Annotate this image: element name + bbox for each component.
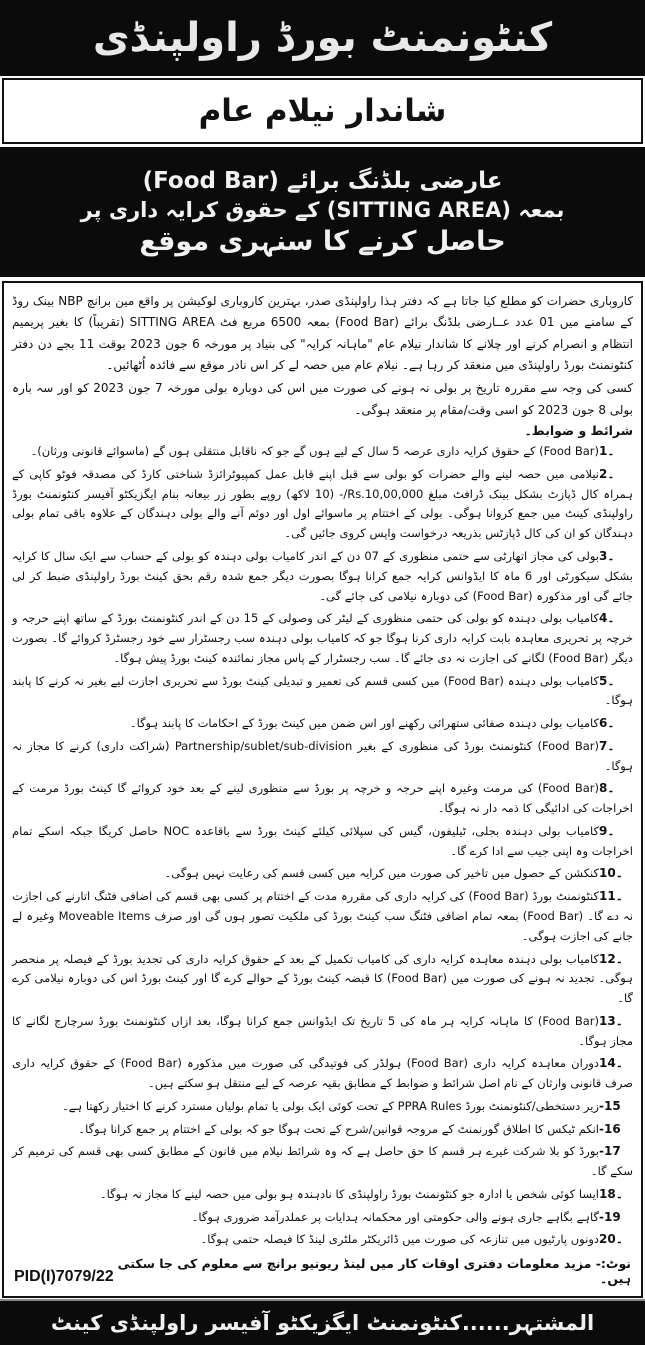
term-number: ۔4 <box>599 611 615 626</box>
term-item <box>12 464 633 544</box>
terms-heading: شرائط و ضوابط۔ <box>524 423 633 439</box>
highlight-box <box>0 147 645 277</box>
term-text: کامیاب بولی دہندہ کو بولی کی حتمی منظوری کے لیٹر کی وصولی کے 15 دن کے اندر کنٹونمنٹ بورڈ کے ساتھ اپنے حرجہ و خرچہ پر تحریری معاہدہ بابت کرایہ داری کرنا ہوگا جو کہ کامیاب بولی دہندہ سب رجسٹرار سے خود رجسٹرڈ کروائے گا۔ بصورت دیگر (Food Bar) لگانے کی اجازت نہ دی جائے گا۔ سب رجسٹرار کے پاس مجاز نمائندہ کینٹ بورڈ پیش ہوگا۔ <box>12 611 633 665</box>
term-number: -16 <box>599 1121 621 1136</box>
term-item <box>12 886 633 946</box>
term-text: ایسا کوئی شخص یا ادارہ جو کنٹونمنٹ بورڈ راولپنڈی کا نادہندہ ہو بولی میں حصہ لینے کا مجاز نہ ہوگا۔ <box>99 1186 599 1201</box>
term-text: گاہے بگاہے جاری ہونے والی حکومتی اور محکمانہ ہدایات پر عملدرآمد ضروری ہوگا۔ <box>191 1209 599 1224</box>
term-item <box>12 863 633 884</box>
terms-list <box>12 441 633 1252</box>
organization-title: کنٹونمنٹ بورڈ راولپنڈی <box>92 15 553 61</box>
term-item <box>12 441 633 462</box>
term-number: ۔13 <box>599 1013 623 1028</box>
term-text: بورڈ کو بلا شرکت غیرے ہر قسم کا حق حاصل ہے کہ وہ شرائط نیلام میں قانون کے مطابق کسی بھی قسم کی ترمیم کر سکے گا۔ <box>12 1144 633 1179</box>
term-text: کنٹونمنٹ بورڈ (Food Bar) کی کرایہ داری کی مقررہ مدت کے اختتام پر کسی بھی قسم کی اضافی فٹنگ اتارنے کی اجازت نہ دے گا۔ (Food Bar) بمعہ تمام اضافی فٹنگ سب کینٹ بورڈ کی ملکیت تصور ہوں گی اور صرف Moveable Items وغیرہ لے جانے کی اجازت ہوگی۔ <box>12 889 633 943</box>
term-number: -19 <box>599 1209 621 1224</box>
term-number: ۔10 <box>599 866 623 881</box>
term-item <box>12 546 633 606</box>
term-number: ۔18 <box>599 1186 623 1201</box>
term-number: ۔7 <box>598 738 615 753</box>
term-number: ۔5 <box>599 673 615 688</box>
term-text: (Food Bar) کے حقوق کرایہ داری عرصہ 5 سال کے لیے ہوں گے جو کہ ناقابل منتقلی ہوں گے (ماسوائے قانونی ورثان)۔ <box>30 444 599 459</box>
term-item <box>12 1096 633 1117</box>
pid-number: PID(I)7079/22 <box>14 1268 114 1286</box>
ad-body <box>2 281 643 1298</box>
term-number: ۔3 <box>599 548 615 563</box>
term-text: کامیاب بولی دہندہ (Food Bar) میں کسی قسم کی تعمیر و تبدیلی کینٹ بورڈ سے تحریری اجازت لیے بغیر نہ کرنے کا پابند ہوگا۔ <box>12 673 633 708</box>
auction-subtitle-box <box>2 78 643 144</box>
reschedule-paragraph: کسی کی وجہ سے مقررہ تاریخ پر بولی نہ ہونے کی صورت میں اس کی دوبارہ بولی مورخہ 7 جون 2023 کو اور سہ بارہ بولی 8 جون 2023 کو اسی وقت/مقام پر منعقد ہوگی۔ <box>12 381 633 417</box>
term-text: کامیاب بولی دہندہ معاہدہ کرایہ داری کی کامیاب تکمیل کے بعد کے حقوق کرایہ داری کی تجدید بورڈ کے فیصلہ پر منحصر ہوگی۔ تجدید نہ ہونے کی صورت میں (Food Bar) کا قبضہ کینٹ بورڈ کے حوالے کرے گا اور کینٹ بورڈ اس کی دوبارہ نیلامی کرے گا۔ <box>12 951 633 1006</box>
term-text: کنکشن کے حصول میں تاخیر کی صورت میں کرایہ میں کسی قسم کی رعایت نہیں ہوگی۔ <box>164 866 599 881</box>
term-item <box>12 1053 633 1094</box>
highlight-line-opportunity: حاصل کرنے کا سنہری موقع <box>139 225 506 257</box>
term-item <box>12 821 633 862</box>
term-number: ۔20 <box>599 1232 623 1247</box>
term-item <box>12 1184 633 1205</box>
term-text: کامیاب بولی دہندہ صفائی ستھرائی رکھنے اور اس ضمن میں کینٹ بورڈ کے احکامات کا پابند ہوگا۔ <box>129 716 599 731</box>
term-item <box>12 949 633 1009</box>
term-number: ۔9 <box>599 823 615 838</box>
highlight-line-building: عارضی بلڈنگ برائے (Food Bar) <box>142 167 503 194</box>
term-text: (Food Bar) کنٹونمنٹ بورڈ کی منظوری کے بغیر Partnership/sublet/sub-division (شراکت داری) کرنے کا مجاز نہ ہوگا۔ <box>12 738 633 773</box>
term-number: ۔8 <box>599 781 615 796</box>
term-item <box>12 1207 633 1228</box>
term-item <box>12 1119 633 1140</box>
note-row <box>12 1252 633 1292</box>
term-number: -17 <box>599 1144 621 1159</box>
term-number: ۔2 <box>599 466 615 481</box>
term-item <box>12 713 633 734</box>
term-item <box>12 671 633 712</box>
header-banner <box>0 0 645 76</box>
term-item <box>12 736 633 777</box>
advertiser-line: المشتہر......کنٹونمنٹ ایگزیکٹو آفیسر راولپنڈی کینٹ <box>50 1311 595 1336</box>
term-text: دوران معاہدہ کرایہ داری (Food Bar) ہولڈر کی فوتیدگی کی صورت میں مذکورہ (Food Bar) کے حقوق کرایہ داری صرف قانونی وارثان کے نام اصل شرائط و ضوابط کے مطابق بقیہ عرصہ کے لیے منتقل ہو سکتے ہیں۔ <box>12 1056 633 1091</box>
term-item <box>12 608 633 668</box>
term-number: -15 <box>599 1098 621 1113</box>
intro-paragraph: کاروباری حضرات کو مطلع کیا جاتا ہے کہ دفتر ہذا راولپنڈی صدر، بہترین کاروباری لوکیشن پر واقع مین برانچ NBP بینک روڈ کے سامنے میں 01 عدد عــارضی بلڈنگ برائے (Food Bar) بمعہ 6500 مربع فٹ SITTING AREA (تقریباً) کا بغیر پریمیم انتظام و انصرام کرنے اور چلانے کا شاندار نیلام عام "ماہانہ کرایہ" کی بنیاد پر مورخہ 6 جون 2023 بوقت 11 بجے دن دفتر کنٹونمنٹ بورڈ راولپنڈی میں منعقد کر رہا ہے۔ نیلام عام میں حصہ لے کر اس نادر موقع سے فائدہ اُٹھائیں۔ <box>12 294 634 373</box>
footer-bar <box>0 1301 645 1345</box>
term-text: زیر دستخطی/کنٹونمنٹ بورڈ PPRA Rules کے تحت کوئی ایک بولی یا تمام بولیاں مسترد کرنے کا اختیار رکھتا ہے۔ <box>62 1098 599 1113</box>
term-number: ۔1 <box>599 444 615 459</box>
term-item <box>12 1229 633 1250</box>
term-text: نیلامی میں حصہ لینے والے حضرات کو بولی سے قبل اپنے قابل عمل کمپیوٹرائزڈ شناختی کارڈ کی مصدقہ فوٹو کاپی کے ہمراہ کال ڈپازٹ بشکل بینک ڈرافٹ مبلغ Rs.10,00,000/- (10 لاکھ) روپے بطور زر بیعانہ بنام ایگزیکٹو آفیسر کنٹونمنٹ بورڈ راولپنڈی کینٹ میں جمع کروانا ہوگی۔ بولی کے اختتام پر ماسوائے اول اور دوئم آنے والے بولی دہندگان کے علاوہ باقی تمام بولی دہندگان کو ان کی کال ڈپازٹس بذریعہ درخواست واپس کروی جائیں گی۔ <box>12 466 634 541</box>
highlight-line-sitting-area: بمعہ (SITTING AREA) کے حقوق کرایہ داری پر <box>80 197 565 222</box>
term-text: کامیاب بولی دہندہ بجلی، ٹیلیفون، گیس کی سپلائی کیلئے کینٹ بورڈ سے باقاعدہ NOC حاصل کریگا جبکہ اسکے تمام اخراجات وہ اپنی جیب سے ادا کرے گا۔ <box>12 823 633 858</box>
term-item <box>12 1141 633 1182</box>
term-text: دونوں پارٹیوں میں تنازعہ کی صورت میں ڈائریکٹر ملٹری لینڈ کا فیصلہ حتمی ہوگا۔ <box>200 1232 599 1247</box>
term-text: (Food Bar) کا ماہانہ کرایہ ہر ماہ کی 5 تاریخ تک ایڈوانس جمع کرانا ہوگا، بعد ازاں کنٹونمنٹ بورڈ سرچارج لگانے کا مجاز ہوگا۔ <box>12 1013 633 1048</box>
term-item <box>12 1011 633 1052</box>
term-number: ۔14 <box>599 1056 623 1071</box>
note-text: نوٹ:- مزید معلومات دفتری اوقات کار میں لینڈ ریونیو برانچ سے معلوم کی جا سکتی ہیں۔ <box>117 1256 631 1287</box>
term-text: (Food Bar) کی مرمت وغیرہ اپنے حرجہ و خرچہ پر بورڈ سے منظوری لینے کے بعد خود کروائے گا کینٹ بورڈ مرمت کے اخراجات کی ادائیگی کا ذمہ دار نہ ہوگا۔ <box>12 781 633 816</box>
term-text: انکم ٹیکس کا اطلاق گورنمنٹ کے مروجہ قوانین/شرح کے تحت ہوگا جو کہ بولی کے اختتام پر جمع کرانا ہوگا۔ <box>78 1121 599 1136</box>
term-item <box>12 778 633 819</box>
term-number: ۔11 <box>599 889 623 904</box>
term-text: بولی کی مجاز اتھارٹی سے حتمی منظوری کے 07 دن کے اندر کامیاب بولی دہندہ کو بولی کے حساب سے ایک سال کا کرایہ بشکل سیکورٹی اور 6 ماہ کا ایڈوانس کرایہ جمع کرانا ہوگا بصورت دیگر جمع شدہ رقم بحق کینٹ بورڈ راولپنڈی ضبط کر لی جائے گی اور مذکورہ (Food Bar) کی دوبارہ نیلامی کی جائے گی۔ <box>12 548 633 603</box>
term-number: ۔12 <box>599 951 623 966</box>
auction-subtitle: شاندار نیلام عام <box>198 93 447 129</box>
term-number: ۔6 <box>599 716 615 731</box>
